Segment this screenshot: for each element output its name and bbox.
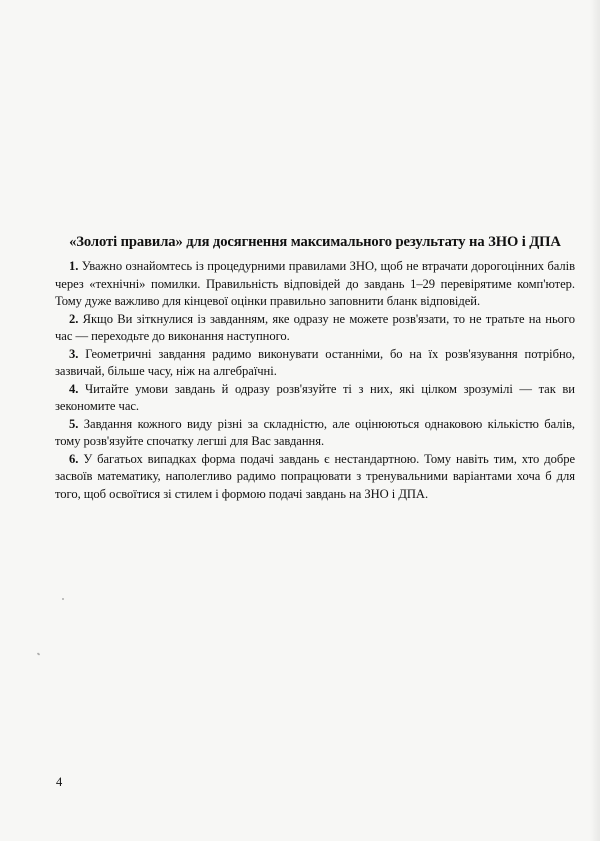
- rule-text: Читайте умови завдань й одразу розв'язуйте ті з них, які цілком зрозумілі — так ви зекономите час.: [55, 381, 575, 413]
- rule-text: У багатьох випадках форма подачі завдань є нестандартною. Тому навіть тим, хто добре засвоїв математику, наполегливо радимо попрацювати з тренувальними варіантами хоча б для того, щоб освоїтися зі стилем і формою подачі завдань на ЗНО і ДПА.: [55, 451, 575, 501]
- rule-number: 1.: [69, 259, 79, 273]
- scan-edge-shadow: [590, 0, 600, 841]
- rules-list: [55, 258, 575, 503]
- rule-item-2: [55, 311, 575, 346]
- rule-text: Уважно ознайомтесь із процедурними правилами ЗНО, щоб не втрачати дорогоцінних балів через «технічні» помилки. Правильність відповідей до завдань 1–29 перевірятиме комп'ютер. Тому дуже важливо для кінцевої оцінки правильно заповнити бланк відповідей.: [55, 259, 575, 308]
- rule-number: 2.: [69, 311, 79, 326]
- rule-number: 3.: [69, 346, 79, 361]
- scan-speck: [37, 652, 41, 655]
- document-body: [55, 233, 575, 503]
- rule-item-1: [55, 258, 575, 311]
- section-heading: «Золоті правила» для досягнення максимального результату на ЗНО і ДПА: [69, 234, 561, 250]
- rule-text: Якщо Ви зіткнулися із завданням, яке одразу не можете розв'язати, то не тратьте на нього час — переходьте до виконання наступного.: [55, 311, 575, 343]
- rule-item-6: [55, 451, 575, 504]
- rule-text: Завдання кожного виду різні за складністю, але оцінюються однаковою кількістю балів, тому розв'язуйте спочатку легші для Вас завдання.: [55, 416, 575, 448]
- rule-number: 4.: [69, 381, 79, 396]
- rule-number: 6.: [69, 451, 79, 466]
- rule-text: Геометричні завдання радимо виконувати останніми, бо на їх розв'язування потрібно, зазвичай, більше часу, ніж на алгебраїчні.: [55, 346, 575, 378]
- scan-speck: [62, 598, 64, 600]
- rule-number: 5.: [69, 416, 79, 431]
- rule-item-5: [55, 416, 575, 451]
- rule-item-4: [55, 381, 575, 416]
- rule-item-3: [55, 346, 575, 381]
- page-number: 4: [56, 775, 63, 789]
